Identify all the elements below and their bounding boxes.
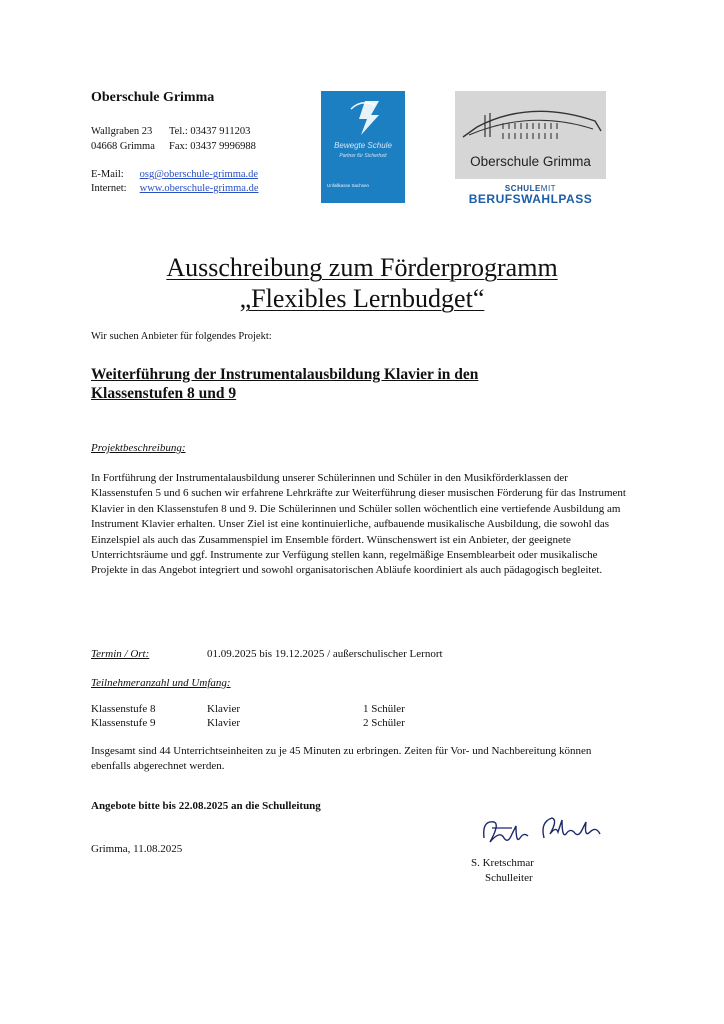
website-label: Internet: [91, 183, 127, 194]
website-link[interactable]: www.oberschule-grimma.de [139, 183, 259, 194]
class-cell: Klassenstufe 9 [91, 717, 156, 729]
termin-value: 01.09.2025 bis 19.12.2025 / außerschulischer Lernort [207, 648, 443, 660]
berufswahlpass-line2: BERUFSWAHLPASS [468, 192, 593, 206]
website-row [91, 182, 259, 196]
project-title: Weiterführung der Instrumentalausbildung Klavier in den Klassenstufen 8 und 9 [91, 366, 479, 402]
bewegte-schule-icon [321, 91, 405, 141]
email-row [91, 168, 258, 182]
school-building-icon [455, 91, 606, 151]
street: Wallgraben 23 [91, 126, 153, 137]
fax: Fax: 03437 9996988 [169, 141, 256, 152]
signature-image [478, 808, 618, 858]
email-label: E-Mail: [91, 169, 124, 180]
signer-role: Schulleiter [485, 872, 533, 884]
signer-name: S. Kretschmar [471, 857, 534, 869]
signer-block [471, 856, 534, 886]
telephone: Tel.: 03437 911203 [169, 126, 251, 137]
intro-text: Wir suchen Anbieter für folgendes Projekt: [91, 331, 272, 342]
place-date: Grimma, 11.08.2025 [91, 843, 183, 855]
count-cell: 1 Schüler [363, 703, 405, 715]
email-link[interactable]: osg@oberschule-grimma.de [139, 169, 259, 180]
bewegte-schule-logo [321, 91, 405, 203]
unfallkasse-label: Unfallkasse Sachsen [327, 183, 370, 188]
school-name: Oberschule Grimma [91, 90, 215, 105]
address-line-1 [91, 124, 291, 139]
instrument-cell: Klavier [207, 717, 240, 729]
oberschule-logo-name: Oberschule Grimma [470, 154, 591, 169]
project-description: In Fortführung der Instrumentalausbildung unserer Schülerinnen und Schüler in den Musikförderklassen der Klassenstufen 5 und 6 suchen wir erfahrene Lehrkräfte zur Weiterführung dieser musischen Förderung für das Instrument Klavier in den Klassenstufen 8 und 9. Die Schülerinnen und Schüler sollen wöchentlich eine vertiefende Ausbildung am Instrument Klavier erhalten. Unser Ziel ist eine kontinuierliche, aufbauende musikalische Ausbildung, die sowohl das Einzelspiel als auch das Zusammenspiel im Ensemble fördert. Wünschenswert ist ein Anbieter, der geeignete Unterrichtsräume und ggf. Instrumente zur Verfügung stellen kann, regelmäßige Ensemblearbeit oder musikalische Projekte in das Angebot integriert und sowohl organisatorischen Abläufe koordiniert als auch pädagogisch begleitet. [91, 472, 626, 577]
berufswahlpass-logo [455, 184, 606, 206]
count-cell: 2 Schüler [363, 717, 405, 729]
table-row [91, 716, 491, 730]
bewegte-schule-subtitle: Partner für Sicherheit [339, 153, 387, 159]
postal-city: 04668 Grimma [91, 141, 155, 152]
termin-label: Termin / Ort: [91, 648, 150, 660]
description-heading: Projektbeschreibung: [91, 442, 186, 454]
document-title-line2: „Flexibles Lernbudget“ [239, 284, 485, 313]
document-title-line1: Ausschreibung zum Förderprogramm [166, 253, 558, 282]
termin-row [91, 647, 443, 661]
berufswahlpass-line1: SCHULEMIT [504, 184, 557, 193]
participants-heading: Teilnehmeranzahl und Umfang: [91, 677, 231, 689]
class-cell: Klassenstufe 8 [91, 703, 156, 715]
summary-text: Insgesamt sind 44 Unterrichtseinheiten zu je 45 Minuten zu erbringen. Zeiten für Vor- und Nachbereitung können ebenfalls abgerechnet werden. [91, 745, 592, 772]
deadline-text: Angebote bitte bis 22.08.2025 an die Schulleitung [91, 800, 321, 812]
bewegte-schule-title: Bewegte Schule [334, 141, 392, 150]
address-line-2 [91, 139, 291, 154]
instrument-cell: Klavier [207, 703, 240, 715]
oberschule-logo [455, 91, 606, 179]
table-row [91, 702, 491, 716]
